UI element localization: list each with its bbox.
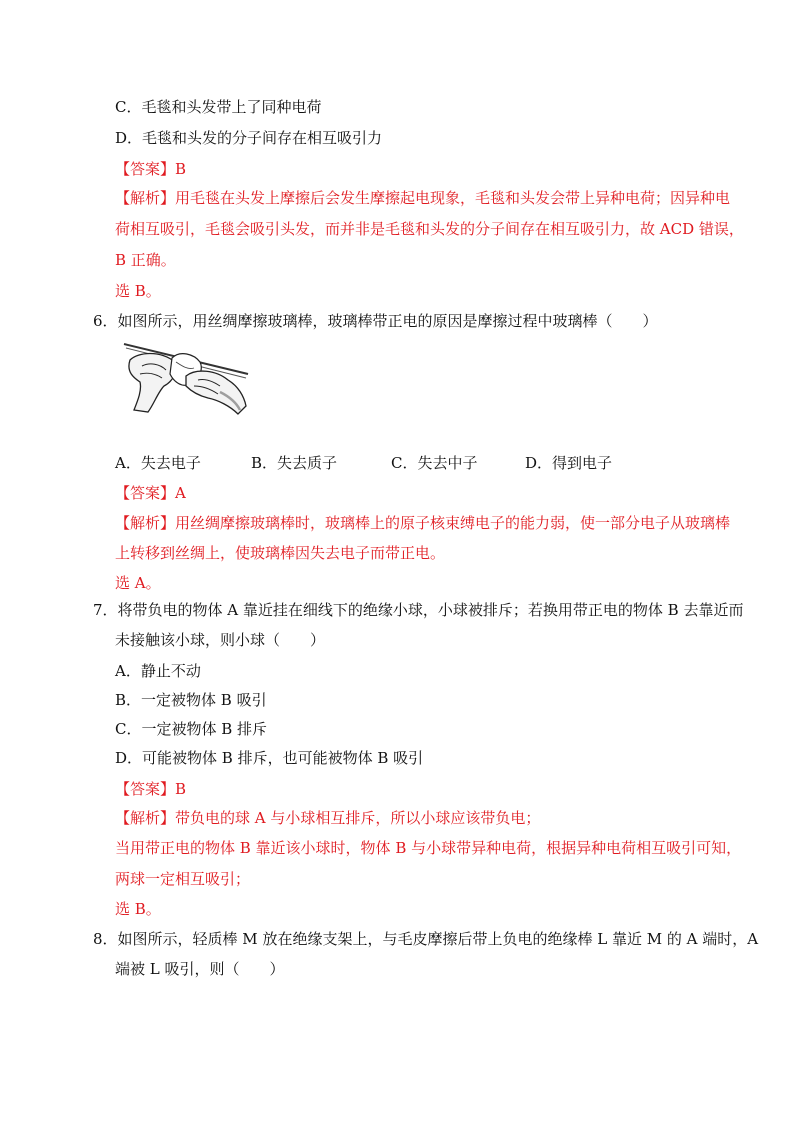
- q5-choose: 选 B。: [115, 282, 161, 300]
- q7-choose: 选 B。: [115, 900, 161, 918]
- q7-option-b: B．一定被物体 B 吸引: [115, 691, 267, 709]
- q7-answer: 【答案】B: [115, 780, 187, 798]
- q6-option-d: D．得到电子: [525, 454, 613, 472]
- q6-analysis-line-1: 【解析】用丝绸摩擦玻璃棒时，玻璃棒上的原子核束缚电子的能力弱，使一部分电子从玻璃棒: [115, 514, 731, 532]
- q6-analysis-line-2: 上转移到丝绸上，使玻璃棒因失去电子而带正电。: [115, 544, 446, 562]
- q5-answer: 【答案】B: [115, 160, 187, 178]
- q7-analysis-line-2: 当用带正电的物体 B 靠近该小球时，物体 B 与小球带异种电荷，根据异种电荷相互吸引可知，: [115, 839, 742, 857]
- q7-stem-line-1: 7．将带负电的物体 A 靠近挂在细线下的绝缘小球，小球被排斥；若换用带正电的物体 B 去靠近而: [93, 601, 744, 619]
- q5-option-c: C．毛毯和头发带上了同种电荷: [115, 98, 322, 116]
- q8-stem-line-1: 8．如图所示，轻质棒 M 放在绝缘支架上，与毛皮摩擦后带上负电的绝缘棒 L 靠近 M 的 A 端时，A: [93, 930, 759, 948]
- q5-option-d: D．毛毯和头发的分子间存在相互吸引力: [115, 129, 383, 147]
- q6-option-a: A．失去电子: [115, 454, 201, 472]
- q6-option-c: C．失去中子: [391, 454, 478, 472]
- q5-analysis-line-2: 荷相互吸引，毛毯会吸引头发，而并非是毛毯和头发的分子间存在相互吸引力，故 ACD 错误，: [115, 220, 744, 238]
- q6-answer: 【答案】A: [115, 484, 186, 502]
- q7-stem-line-2: 未接触该小球，则小球（ ）: [115, 631, 326, 649]
- q7-option-d: D．可能被物体 B 排斥，也可能被物体 B 吸引: [115, 749, 424, 767]
- q7-option-c: C．一定被物体 B 排斥: [115, 720, 268, 738]
- q6-option-b: B．失去质子: [251, 454, 338, 472]
- rubbing-glass-rod-figure: [120, 340, 252, 418]
- q6-stem: 6．如图所示，用丝绸摩擦玻璃棒，玻璃棒带正电的原因是摩擦过程中玻璃棒（ ）: [93, 312, 658, 330]
- q8-stem-line-2: 端被 L 吸引，则（ ）: [115, 960, 285, 978]
- q7-analysis-line-3: 两球一定相互吸引；: [115, 870, 251, 888]
- q7-option-a: A．静止不动: [115, 662, 201, 680]
- q5-analysis-line-1: 【解析】用毛毯在头发上摩擦后会发生摩擦起电现象，毛毯和头发会带上异种电荷；因异种电: [115, 189, 731, 207]
- q6-choose: 选 A。: [115, 574, 161, 592]
- q6-options: [115, 453, 755, 473]
- q7-analysis-line-1: 【解析】带负电的球 A 与小球相互排斥，所以小球应该带负电；: [115, 809, 541, 827]
- q5-analysis-line-3: B 正确。: [115, 251, 176, 269]
